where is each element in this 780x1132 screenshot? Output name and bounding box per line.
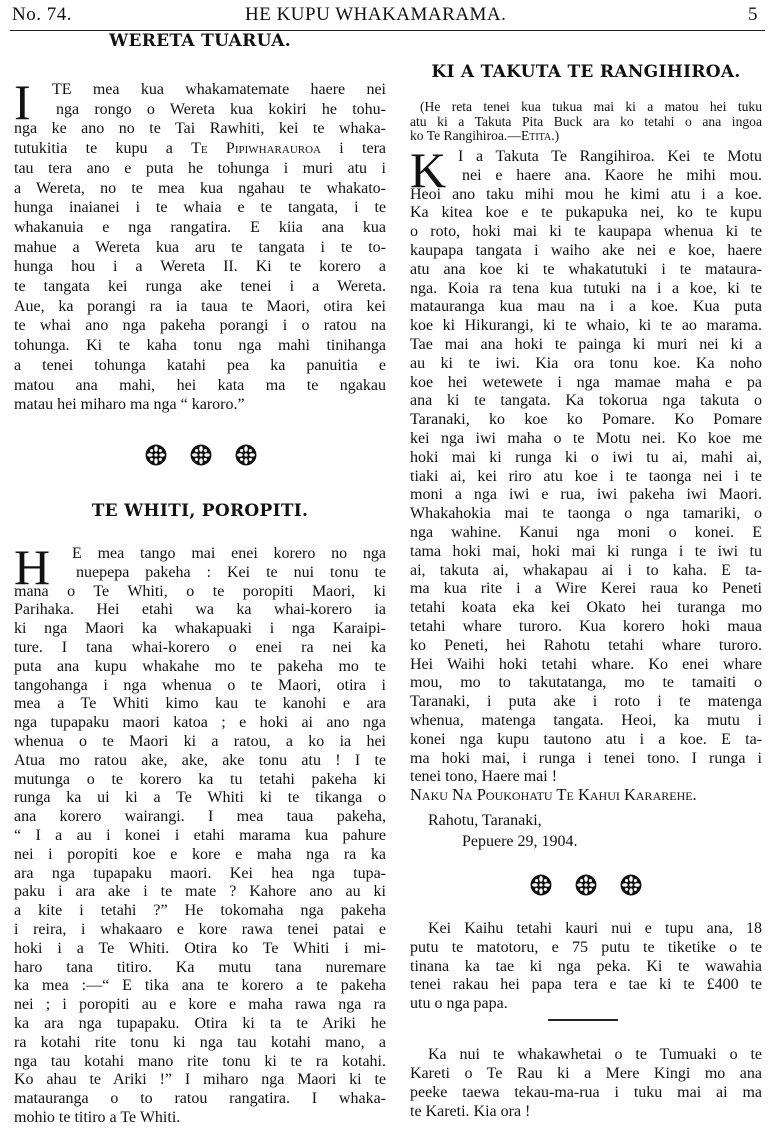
text-line: Aue, ka porangi ra ia taua te Maori, otira kei: [14, 297, 386, 315]
thanks-news-item: [410, 1045, 762, 1121]
text-line: i reira, i whakaaro e kore rawa tenei patai e: [14, 920, 386, 938]
text-line: te whai ano nga pakeha porangi i o ratou na: [14, 317, 386, 335]
text-line: mutunga o te korero ka tu tetahi pakeha ki: [14, 770, 386, 788]
text-line: a kite i tetahi ?” He tokomaha nga pakeha: [14, 902, 386, 920]
text-line: te tangata kei runga ake tenei i a Wereta.: [14, 278, 386, 296]
article-body-rangihiroa: [410, 142, 762, 787]
text-line: tau tera ano e puta he tohunga i muri atu i: [14, 159, 386, 177]
article-body-te-whiti: [14, 539, 386, 1128]
text-line: ki nga Maori ka whakapuaki i nga Karaipi-: [14, 620, 386, 638]
text-line: au ki te iwi. Kia ora tonu koe. Ka noho: [410, 354, 762, 372]
text-line: E mea tango mai enei korero no nga: [72, 545, 386, 562]
text-line: puta ana kupu whakahe mo te pakeha mo te: [14, 657, 386, 675]
text-line: nga ke ano no te Tai Rawhiti, kei te whaka-: [14, 120, 386, 138]
text-line: peeke taewa tekau-ma-rua i tuku mai ai ma: [410, 1084, 762, 1101]
text-line: utu o nga papa.: [410, 995, 508, 1013]
text-line: te Kareti. Kia ora !: [410, 1103, 531, 1120]
text-line: haro tana titiro. Ka mutu tana nuremare: [14, 958, 386, 976]
text-line: ture. I tana whai-korero o enei ra nei ka: [14, 638, 386, 656]
article-title-rangihiroa: KI A TAKUTA TE RANGIHIROA.: [431, 62, 741, 82]
text-line: “ I a au i konei i etahi marama kua pahure: [14, 826, 386, 844]
page-number: 5: [748, 4, 758, 25]
text-line: I a Takuta Te Rangihiroa. Kei te Motu: [458, 148, 762, 165]
text-line: TE mea kua whakamatemate haere nei: [52, 81, 386, 98]
text-line: a tenei tohunga katahi pea ka panuitia e: [14, 356, 386, 374]
text-line: mahue a Wereta kua aru te tangata i te to-: [14, 238, 386, 256]
kauri-news-item: [410, 920, 762, 1014]
text-line: ka mea :—“ E tika ana te korero a te pakeha: [14, 977, 386, 995]
text-line: Ka kitea koe e te pukapuka nei, ko te kupu: [410, 204, 762, 222]
text-line: whenua, matenga tangata. Heoi, ka mutu i: [410, 711, 762, 729]
text-line: Atua mo ratou ake, ake, ake tonu atu ! I te: [14, 751, 386, 769]
text-line: hunga hou i a Wereta II. Ki te korero a: [14, 258, 386, 276]
drop-cap: I: [14, 74, 31, 130]
text-line: Kareti o Te Rau ki a Mere Kingi mo ana: [410, 1065, 762, 1082]
text-line: tinana ka tae ki nga peka. Ki te wawahia: [410, 957, 762, 975]
small-caps-text: Te Pipiwharauroa: [191, 140, 321, 158]
drop-cap: K: [410, 142, 447, 198]
text-line: matauranga kua mau na i a koe. Kua puta: [410, 298, 762, 316]
text-line: ma hoki mai, i runga i tenei tono. I runga i: [410, 749, 762, 767]
text-line: ra kotahi rite tonu ki nga tau kotahi mano, a: [14, 1033, 386, 1051]
text-line: Taranaki, i puta ake i roto i te matenga: [410, 693, 762, 711]
rosette-ornament-icon: [530, 874, 552, 896]
text-line: [410, 129, 762, 144]
text-line: ma kua rite i a Wire Kerei raua ko Peneti: [410, 580, 762, 598]
text-line: nei ; i poropiti au e kore e maha rawa nga ra: [14, 996, 386, 1014]
letter-place: Rahotu, Taranaki,: [428, 812, 542, 829]
article-body-wereta: [14, 74, 387, 415]
text-line: nga. Koia ra tena kua tutuki na i a koe, ki te: [410, 279, 762, 297]
text-line: ka ara nga tupapaku. Otira ki ta te Ariki he: [14, 1014, 386, 1032]
rosette-ornament-icon: [145, 444, 167, 466]
text-line: Ka nui te whakawhetai o te Tumuaki o te: [428, 1046, 762, 1063]
text-line: tangohanga i nga whenua o te Maori, otira i: [14, 676, 386, 694]
text-line: ara nga tupapaku maori. Kei hea nga tupa-: [14, 864, 386, 882]
text-line: nga wahine. Kanui nga moni o konei. E: [410, 523, 762, 541]
article-title-wereta: WERETA TUARUA.: [109, 31, 291, 51]
text-line: ko Peneti, hei Rahotu tetahi whare turoro.: [410, 636, 762, 654]
text-line: ana ki te tangata. Ka tokorua nga takuta o: [410, 392, 762, 410]
text-line: nei i poropiti koe e kore e maha nga ra ka: [14, 845, 386, 863]
text-line: hoki i a Te Whiti. Otira ko Te Whiti i mi-: [14, 939, 386, 957]
text-line: nuepepa pakeha : Kei te nui tonu te: [76, 563, 386, 581]
ornament-divider: [530, 874, 642, 896]
text-line: ana korero wairangi. I mea taua pakeha,: [14, 808, 386, 826]
text-line: hoki mai ki runga ki o iwi tu ai, mahi ai,: [410, 448, 762, 466]
text-line: putu te matotoru, e 75 putu te tiketike o te: [410, 938, 762, 956]
issue-number: No. 74.: [12, 4, 72, 25]
section-rule: [548, 1019, 618, 1021]
text-line: [14, 139, 386, 159]
text-line: nga tau kotahi mano rite tonu ki te ra kotahi.: [14, 1052, 386, 1070]
rosette-ornament-icon: [190, 444, 212, 466]
text-line: a Wereta, no te mea kua ngahau te whakato-: [14, 179, 386, 197]
text-line: atu ki a Takuta Pita Buck ara ko tetahi o ana ingoa: [410, 113, 762, 129]
text-line: tiaki ai, kei riro atu koe i te taonga nei i te: [410, 467, 762, 485]
text-line: Heoi ano taku mihi mou he kimi atu i a koe.: [410, 185, 762, 203]
text-line: koe hei wetewete i nga mamae maha e pa: [410, 373, 762, 391]
text-line: Tae mai ana hoki te painga ki muri nei ki a: [410, 335, 762, 353]
text-line: konei nga kupu tautono atu i a koe. E ta-: [410, 730, 762, 748]
text-line: o roto, hoki mai ki te kaupapa whenua ki te: [410, 223, 762, 241]
text-line: Ko ahau te Ariki !” I miharo nga Maori ki te: [14, 1071, 386, 1089]
text-line: ai, takuta ai, whakapau ai i to kaha. E ta-: [410, 561, 762, 579]
drop-cap: H: [14, 539, 51, 595]
text-line: tenei rakau hei papa tera e tae ki te £400 te: [410, 976, 762, 994]
text-line: kaupapa tangata i waiho ake nei e koe, haere: [410, 241, 762, 259]
text-line: Parihaka. Hei etahi wa ka whai-korero ia: [14, 601, 386, 619]
publication-title: HE KUPU WHAKAMARAMA.: [245, 4, 507, 25]
text-line: tenei tono, Haere mai !: [410, 768, 558, 786]
text-line: Taranaki, ko koe ko Pomare. Ko Pomare: [410, 411, 762, 429]
text-line: atu ana koe ki te whakatutuki i te mataura-: [410, 260, 762, 278]
text-line: tetahi koata eka kei Okato hei turanga mo: [410, 599, 762, 617]
text-line: nei e haere ana. Kaore he mihi mou.: [462, 166, 762, 184]
article-title-te-whiti: TE WHITI, POROPITI.: [91, 501, 309, 521]
text-segment: .): [551, 128, 560, 144]
text-line: hunga inaianei i te whaia e te tangata, i te: [14, 199, 386, 217]
ornament-divider: [145, 444, 257, 466]
text-line: whakanuia e nga rangatira. E kiia ana kua: [14, 218, 386, 236]
text-line: mou, mo to takutatanga, mo te tamaiti o: [410, 674, 762, 692]
text-line: Kei Kaihu tetahi kauri nui e tupu ana, 18: [428, 920, 762, 937]
text-line: runga ka ui ki a Te Whiti ki te tikanga o: [14, 789, 386, 807]
text-line: nga tupapaku maori katoa ; e hoki ai ano nga: [14, 714, 386, 732]
text-line: Hei Waihi hoki tetahi whare. Ko enei whare: [410, 655, 762, 673]
rosette-ornament-icon: [575, 874, 597, 896]
text-line: whenua o te Maori ki a ratou, a ko ia hei: [14, 732, 386, 750]
text-line: mana o Te Whiti, o te poropiti Maori, ki: [14, 582, 386, 600]
text-line: matau hei miharo ma nga “ karoro.”: [14, 396, 245, 414]
editor-note: [410, 100, 762, 144]
text-segment: ko Te Rangihiroa.—: [410, 128, 521, 144]
small-caps-text: Etita: [520, 128, 552, 144]
text-line: mohio te titiro a Te Whiti.: [14, 1108, 181, 1126]
text-line: tohunga. Ki te kaha tonu nga mahi tinihanga: [14, 337, 386, 355]
rosette-ornament-icon: [620, 874, 642, 896]
text-segment: tutukitia te kupu a: [14, 140, 192, 158]
rosette-ornament-icon: [235, 444, 257, 466]
text-line: tetahi whare turoro. Kua korero hoki maua: [410, 617, 762, 635]
text-line: Whakahokia mai te taonga o nga tamariki, o: [410, 505, 762, 523]
text-line: moni a nga iwi e rua, iwi pakeha iwi Maori.: [410, 486, 762, 504]
signature: Naku Na Poukohatu Te Kahui Kararehe.: [410, 785, 697, 804]
text-line: matou ana mahi, hei kata ma te ngakau: [14, 376, 386, 394]
text-line: paku i ara ake i te mate ? Kahore ano au ki: [14, 883, 386, 901]
text-line: nga rongo o Wereta kua kokiri he tohu-: [56, 100, 386, 118]
text-segment: i tera: [321, 140, 387, 158]
letter-date: Pepuere 29, 1904.: [462, 833, 578, 850]
text-line: koe ki Hikurangi, ki te whaio, ki te ao marama.: [410, 317, 762, 335]
text-line: mea a Te Whiti kimo kau te kanohi e ara: [14, 695, 386, 713]
text-line: tama hoki mai, hoki mai ki runga i te iwi tu: [410, 542, 762, 560]
text-line: (He reta tenei kua tukua mai ki a matou hei tuku: [420, 99, 762, 114]
text-line: kei nga iwi maha o te Motu nei. Ko koe me: [410, 429, 762, 447]
text-line: matauranga o to ratou rangatira. I whaka-: [14, 1090, 386, 1108]
